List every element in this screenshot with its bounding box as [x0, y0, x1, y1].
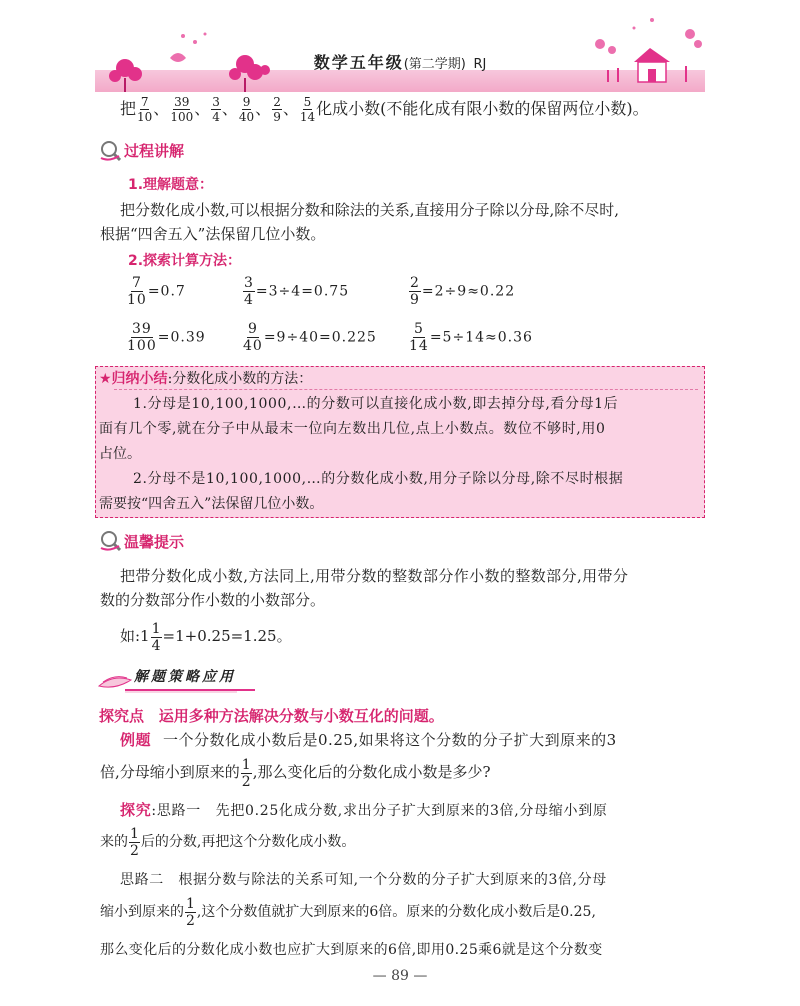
- process-heading: 过程讲解: [124, 142, 185, 160]
- calc-item: [126, 322, 206, 353]
- calc-result: =0.7: [147, 283, 186, 300]
- summary-label: ★归纳小结: [99, 371, 168, 387]
- calc-result: =5÷14≈0.36: [429, 329, 533, 346]
- summary-p1-line3: 占位。: [99, 446, 141, 462]
- step2-label: 2.探索计算方法：: [128, 253, 242, 269]
- fraction: $\frac{1}{2}$: [130, 825, 139, 859]
- book-term: (第二学期): [403, 57, 466, 72]
- fraction-numerator: 9: [242, 95, 251, 109]
- tip-heading: 温馨提示: [124, 533, 185, 551]
- fraction-numerator: 5: [413, 321, 424, 337]
- fraction-denominator: 4: [212, 110, 220, 124]
- calc-item: [126, 276, 186, 307]
- fraction: [300, 96, 315, 123]
- fraction: [127, 322, 157, 353]
- idea2-line3: 那么变化后的分数化成小数也应扩大到原来的6倍,即用0.25乘6就是这个分数变: [100, 942, 603, 958]
- fraction-denominator: 40: [243, 338, 263, 354]
- fraction-numerator: 5: [303, 95, 312, 109]
- tip-line1: 把带分数化成小数,方法同上,用带分数的整数部分作小数的整数部分,用带分: [120, 567, 629, 585]
- calc-item: [408, 276, 515, 307]
- fraction-denominator: 100: [127, 338, 157, 354]
- summary-p2-line2: 需要按“四舍五入”法保留几位小数。: [99, 496, 324, 512]
- strategy-banner: 解题策略应用: [134, 669, 236, 685]
- fraction-numerator: 3: [212, 95, 220, 109]
- example-line2: 倍,分母缩小到原来的 $\frac{1}{2}$ ,那么变化后的分数化成小数是多少?: [100, 756, 491, 790]
- idea2-line2: 缩小到原来的 $\frac{1}{2}$ ,这个分数值就扩大到原来的6倍。原来的分数化成小数后是0.25,: [100, 895, 596, 929]
- fraction-numerator: 39: [174, 95, 190, 109]
- fraction-denominator: 10: [137, 110, 153, 124]
- summary-p1-line1: 1.分母是10,100,1000,…的分数可以直接化成小数,即去掉分母,看分母1后: [133, 396, 619, 412]
- fraction: [243, 322, 263, 353]
- separator: 、: [282, 99, 299, 118]
- fraction-numerator: 2: [273, 95, 281, 109]
- fraction: [127, 276, 147, 307]
- fraction-numerator: 3: [244, 275, 254, 291]
- book-edition: RJ: [473, 57, 487, 72]
- problem-suffix: 化成小数(不能化成有限小数的保留两位小数)。: [316, 99, 649, 118]
- separator: 、: [221, 99, 238, 118]
- tip-example-prefix: 如:1: [120, 627, 150, 645]
- separator: 、: [194, 99, 211, 118]
- tip-line2: 数的分数部分作小数的小数部分。: [100, 591, 326, 609]
- separator: 、: [153, 99, 170, 118]
- calc-item: [242, 322, 377, 353]
- separator: 、: [255, 99, 272, 118]
- fraction-numerator: 9: [247, 321, 258, 337]
- idea2-line1: 思路二 根据分数与除法的关系可知,一个分数的分子扩大到原来的3倍,分母: [120, 872, 607, 888]
- example-label: 例题: [120, 731, 152, 749]
- calc-result: =9÷40=0.225: [263, 329, 377, 346]
- header-title: [0, 50, 800, 73]
- fraction-denominator: 10: [127, 292, 147, 308]
- explore-label: 探究: [120, 801, 152, 819]
- fraction-denominator: 4: [244, 292, 254, 308]
- explore-point: [99, 704, 444, 728]
- fraction-numerator: 7: [140, 95, 149, 109]
- problem-prefix: 把: [120, 99, 137, 118]
- fraction: [243, 276, 255, 307]
- fraction-denominator: 9: [410, 292, 420, 308]
- step1-line1: 把分数化成小数,可以根据分数和除法的关系,直接用分子除以分母,除不尽时,: [120, 201, 620, 219]
- magnifier-icon: [99, 140, 121, 162]
- fraction-denominator: 14: [409, 338, 429, 354]
- summary-p2-line1: 2.分母不是10,100,1000,…的分数化成小数,用分子除以分母,除不尽时根据: [133, 471, 624, 487]
- page-number: — 89 —: [372, 968, 428, 984]
- summary-p1-line2: 面有几个零,就在分子中从最末一位向左数出几位,点上小数点。数位不够时,用0: [99, 421, 606, 437]
- fraction-denominator: 40: [238, 110, 255, 124]
- summary-heading: [99, 367, 312, 391]
- calc-result: =2÷9≈0.22: [421, 283, 516, 300]
- fraction-denominator: 9: [273, 110, 281, 124]
- example-line1: 例题 一个分数化成小数后是0.25,如果将这个分数的分子扩大到原来的3: [120, 731, 617, 749]
- fraction: $\frac{1}{2}$: [186, 895, 195, 929]
- tip-example-rest: =1+0.25=1.25。: [162, 627, 292, 645]
- explore-point-text: 运用多种方法解决分数与小数互化的问题。: [158, 707, 444, 725]
- fraction: [409, 322, 429, 353]
- step1-label: 1.理解题意：: [128, 177, 214, 193]
- explore-point-label: 探究点: [99, 707, 145, 725]
- fraction: [409, 276, 421, 307]
- fraction-denominator: 100: [170, 110, 194, 124]
- magnifier-icon: [99, 530, 121, 552]
- fraction-numerator: 39: [131, 321, 152, 337]
- explore-line2: 来的 $\frac{1}{2}$ 后的分数,再把这个分数化成小数。: [100, 825, 356, 859]
- fraction: [170, 96, 193, 123]
- calc-item: [242, 276, 349, 307]
- fraction-numerator: 7: [131, 275, 142, 291]
- fraction: [137, 96, 152, 123]
- explore-line1: 探究:思路一 先把0.25化成分数,求出分子扩大到原来的3倍,分母缩小到原: [120, 801, 608, 819]
- calc-result: =0.39: [157, 329, 206, 346]
- tip-example: [120, 620, 292, 653]
- fraction: [272, 96, 282, 123]
- problem-statement: [120, 94, 649, 124]
- calc-item: [408, 322, 533, 353]
- fraction-numerator: 2: [410, 275, 420, 291]
- book-title: 数学五年级: [313, 53, 404, 72]
- fraction: $\frac{1}{2}$: [241, 756, 251, 790]
- step1-line2: 根据“四舍五入”法保留几位小数。: [100, 225, 326, 243]
- fraction: [211, 96, 221, 123]
- problem-fractions: [136, 95, 316, 124]
- fraction-denominator: 14: [299, 110, 316, 124]
- calc-result: =3÷4=0.75: [255, 283, 350, 300]
- fraction: [239, 96, 254, 123]
- summary-title: :分数化成小数的方法：: [167, 371, 313, 387]
- fraction: $\frac{1}{4}$: [151, 620, 161, 654]
